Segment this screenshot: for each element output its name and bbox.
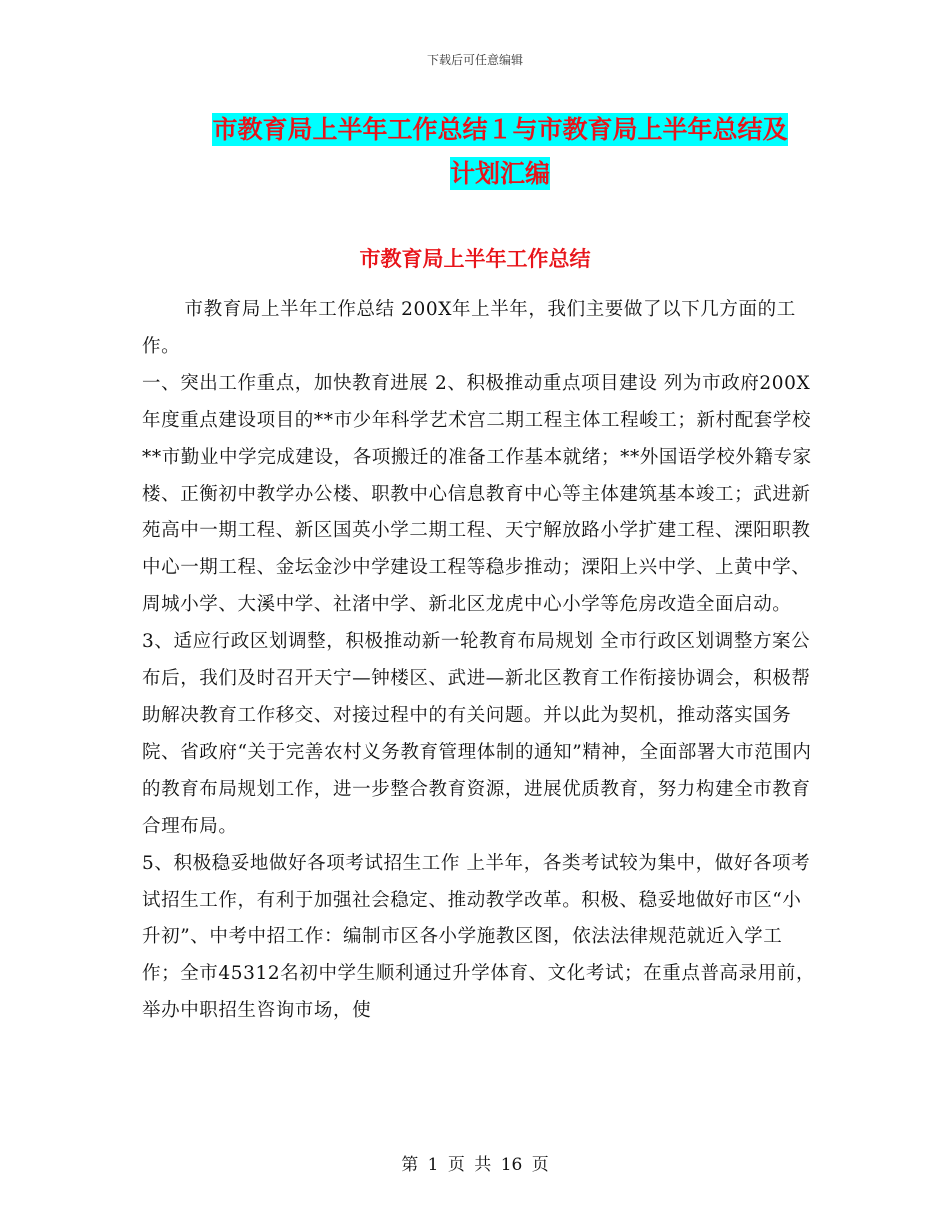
body-paragraph-district-adjustment: 3、适应行政区划调整，积极推动新一轮教育布局规划 全市行政区划调整方案公布后，我们及时召开天宁—钟楼区、武进—新北区教育工作衔接协调会，积极帮助解决教育工作移交、对接过程中的有关问题。并以此为契机，推动落实国务院、省政府“关于完善农村义务教育管理体制的通知”精神，全面部署大市范围内的教育布局规划工作，进一步整合教育资源，进展优质教育，努力构建全市教育合理布局。 [142, 631, 812, 837]
body-paragraph-key-projects: 一、突出工作重点，加快教育进展 2、积极推动重点项目建设 列为市政府200X年度重点建设项目的**市少年科学艺术宫二期工程主体工程峻工；新村配套学校**市勤业中学完成建设，各项搬迁的准备工作基本就绪；**外国语学校外籍专家楼、正衡初中教学办公楼、职教中心信息教育中心等主体建筑基本竣工；武进新苑高中一期工程、新区国英小学二期工程、天宁解放路小学扩建工程、溧阳职教中心一期工程、金坛金沙中学建设工程等稳步推动；溧阳上兴中学、上黄中学、周城小学、大溪中学、社渚中学、新北区龙虎中心小学等危房改造全面启动。 [142, 372, 812, 616]
page-number-footer: 第 1 页 共 16 页 [401, 1155, 549, 1175]
document-title [190, 108, 810, 196]
page-header-note: 下载后可任意编辑 [426, 53, 523, 67]
section-title: 市教育局上半年工作总结 [359, 247, 591, 271]
document-title-line-1: 市教育局上半年工作总结１与市教育局上半年总结及 [212, 115, 788, 144]
body-paragraph-exams: 5、积极稳妥地做好各项考试招生工作 上半年，各类考试较为集中，做好各项考试招生工作，有利于加强社会稳定、推动教学改革。积极、稳妥地做好市区“小升初”、中考中招工作：编制市区各小学施教区图，依法法律规范就近入学工作；全市45312名初中学生顺利通过升学体育、文化考试；在重点普高录用前，举办中职招生咨询市场，使 [142, 852, 816, 1022]
document-title-line-2: 计划汇编 [449, 159, 550, 188]
body-paragraph-intro: 市教育局上半年工作总结 200X年上半年，我们主要做了以下几方面的工作。 [142, 299, 796, 357]
body-text [142, 292, 818, 1030]
